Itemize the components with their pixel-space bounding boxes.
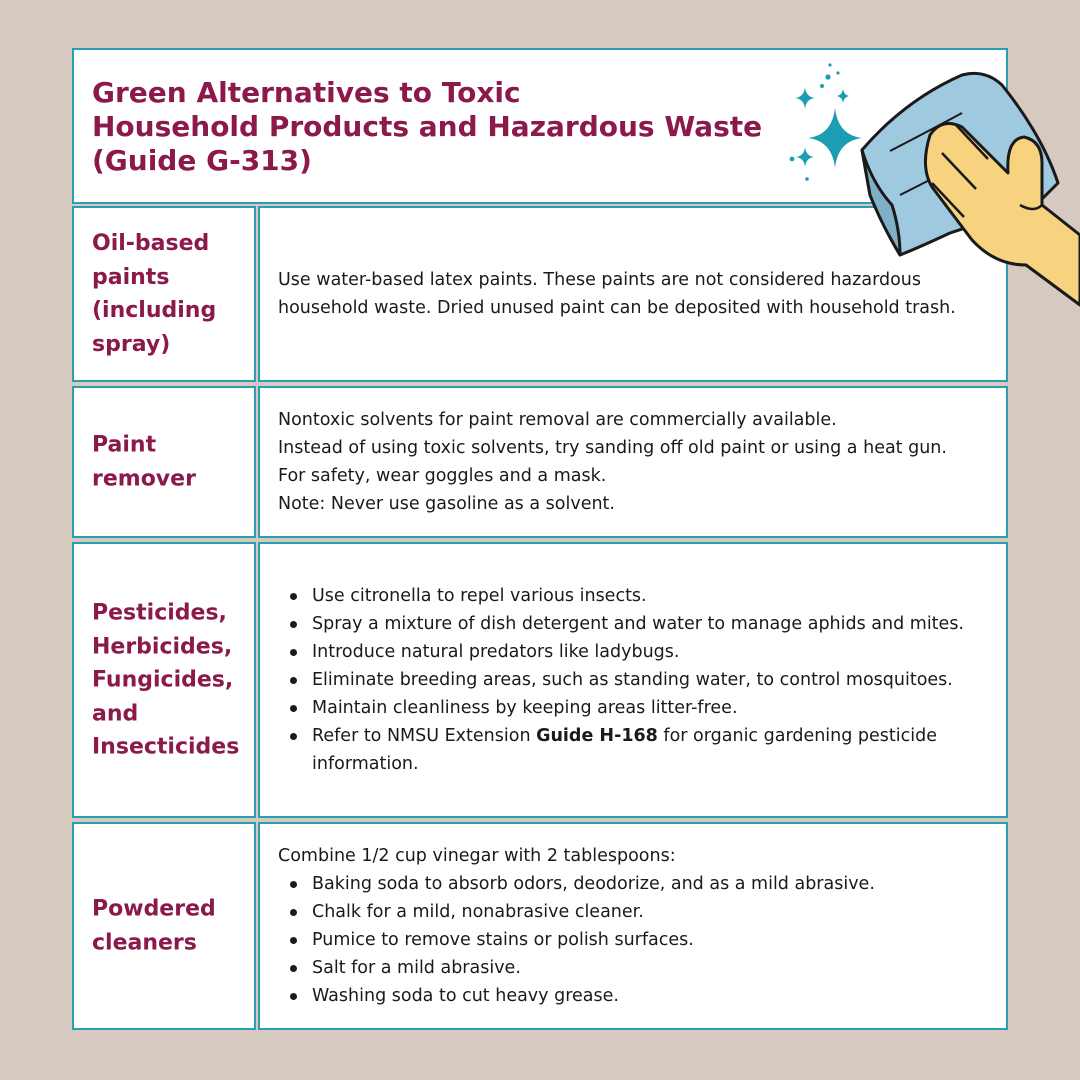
list-item: Introduce natural predators like ladybugs. (312, 638, 992, 666)
row-2-label-box (72, 386, 256, 538)
row-1-paragraph: Use water-based latex paints. These paints are not considered hazardous household waste. Dried unused paint can be deposited with household trash. (278, 270, 956, 318)
row-3-label: Pesticides, Herbicides, Fungicides, and Insecticides (92, 600, 240, 760)
row-3-label-box (72, 542, 256, 818)
list-item: Pumice to remove stains or polish surfaces. (312, 926, 992, 954)
page-title (92, 76, 762, 178)
row-1-label-box (72, 206, 256, 382)
cleaning-illustration (780, 55, 1080, 305)
list-item: Spray a mixture of dish detergent and water to manage aphids and mites. (312, 610, 992, 638)
list-item: Washing soda to cut heavy grease. (312, 982, 992, 1010)
row-2-paragraph-4: Note: Never use gasoline as a solvent. (278, 494, 615, 514)
row-4-bullet-list (278, 870, 992, 1010)
row-2-label: Paint remover (92, 432, 196, 491)
list-item: Baking soda to absorb odors, deodorize, and as a mild abrasive. (312, 870, 992, 898)
row-3-content-box (258, 542, 1008, 818)
row-3-bullet-list (278, 582, 992, 778)
row-4-label: Powdered cleaners (92, 896, 216, 955)
row-4-intro: Combine 1/2 cup vinegar with 2 tablespoons: (278, 846, 676, 866)
guide-reference-suffix: for organic gardening pesticide information. (312, 726, 937, 774)
row-4-content (278, 842, 992, 1010)
guide-reference-prefix: Refer to NMSU Extension (312, 726, 537, 746)
row-4-label-box (72, 822, 256, 1030)
list-item: Eliminate breeding areas, such as standing water, to control mosquitoes. (312, 666, 992, 694)
list-item: Maintain cleanliness by keeping areas litter-free. (312, 694, 992, 722)
title-line-2: Household Products and Hazardous Waste (92, 110, 763, 143)
row-2-content (278, 406, 992, 518)
list-item: Chalk for a mild, nonabrasive cleaner. (312, 898, 992, 926)
sparkle-icon (790, 63, 862, 180)
row-2-paragraph-1: Nontoxic solvents for paint removal are commercially available. (278, 410, 837, 430)
list-item: Use citronella to repel various insects. (312, 582, 992, 610)
row-2-paragraph-2: Instead of using toxic solvents, try sanding off old paint or using a heat gun. (278, 438, 947, 458)
row-2-paragraph-3: For safety, wear goggles and a mask. (278, 466, 607, 486)
title-line-1: Green Alternatives to Toxic (92, 76, 521, 109)
row-2-content-box (258, 386, 1008, 538)
row-1-label: Oil-based paints (including spray) (92, 231, 217, 357)
row-3-content (278, 582, 992, 778)
row-4-content-box (258, 822, 1008, 1030)
list-item: Salt for a mild abrasive. (312, 954, 992, 982)
title-line-3: (Guide G-313) (92, 144, 312, 177)
guide-reference-bold: Guide H-168 (536, 726, 658, 746)
list-item-guide-reference (312, 722, 992, 778)
